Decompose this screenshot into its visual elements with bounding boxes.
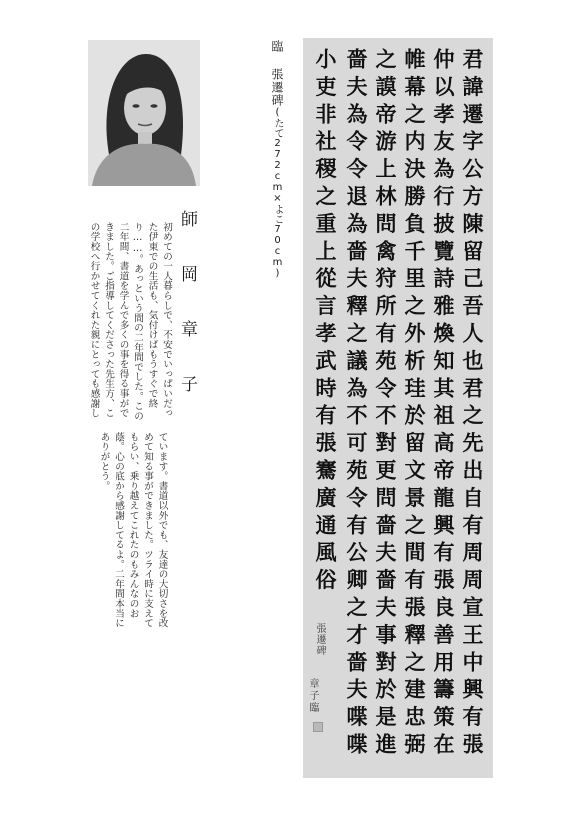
message-text-1: 初めての一人暮らしで、不安でいっぱいだった伊東での生活も、気付けばもうすぐで終り……。あっという間の二年間でした。この二年間、書道を学んで多くの事を得る事ができました。ご指導してくださった先生方、この学校へ行かせてくれた親にとっても感謝し: [88, 222, 172, 421]
author-photo: [88, 40, 200, 186]
portrait-image: [88, 40, 200, 186]
calligraphy-column: 小吏非社稷之重上從言孝武時有張騫廣通風俗: [313, 48, 338, 596]
work-title-block: [270, 40, 284, 279]
seal-stamp-icon: [313, 722, 323, 732]
calligraphy-column: 君諱遷字公方陳留己吾人也君之先出自有周周宣王中興有張: [460, 48, 485, 761]
signature-title: 張遷碑: [314, 623, 325, 656]
signature-name: 章子臨: [307, 678, 318, 714]
calligraphy-column: 帷幕之内決勝負千里之外析珪於留文景之間有張釋之建忠弼: [402, 48, 427, 761]
work-title: 臨 張遷碑: [270, 40, 284, 107]
author-name: 師 岡 章 子: [177, 210, 197, 401]
calligraphy-column: 嗇夫為令令退為嗇夫釋之議為不可苑令有公卿之才嗇夫喋喋: [344, 48, 369, 761]
calligraphy-panel: [303, 38, 493, 778]
calligraphy-column: 仲以孝友為行披覽詩雅煥知其祖高帝龍興有張良善用籌策在: [431, 48, 456, 761]
message-text-2: ています。書道以外でも、友達の大切さを改めて知る事ができました。ツライ時に支えてもらい、乗り越えてこれたのもみんなのお蔭。心の底から感謝してるよ。二年間本当にありがとう。: [98, 432, 168, 628]
calligraphy-column: 之謨帝游上林問禽狩所有苑令不對更問嗇夫嗇夫事對於是進: [373, 48, 398, 761]
work-size-note: (たて272cm×よこ70cm): [272, 107, 283, 279]
